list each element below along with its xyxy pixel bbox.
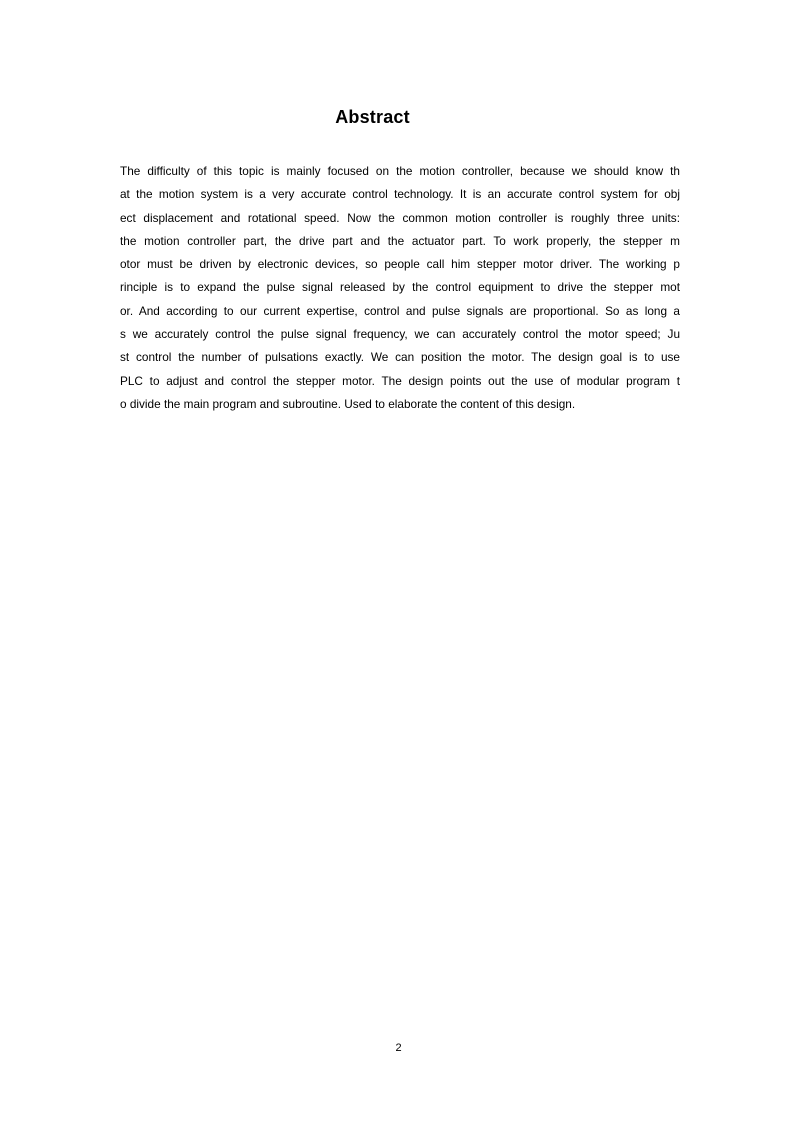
abstract-body — [120, 160, 680, 416]
abstract-line: The difficulty of this topic is mainly focused on the motion controller, because we should know th — [120, 164, 680, 178]
abstract-line: otor must be driven by electronic devices, so people call him stepper motor driver. The working p — [120, 257, 680, 272]
abstract-line: at the motion system is a very accurate control technology. It is an accurate control system for obj — [120, 187, 680, 202]
abstract-line: st control the number of pulsations exactly. We can position the motor. The design goal is to use — [120, 350, 680, 365]
abstract-line: rinciple is to expand the pulse signal released by the control equipment to drive the stepper mot — [120, 280, 680, 295]
abstract-line: s we accurately control the pulse signal frequency, we can accurately control the motor speed; Ju — [120, 327, 680, 342]
abstract-line: or. And according to our current expertise, control and pulse signals are proportional. So as long a — [120, 303, 680, 318]
abstract-line: o divide the main program and subroutine. Used to elaborate the content of this design. — [120, 396, 576, 411]
abstract-line: ect displacement and rotational speed. Now the common motion controller is roughly three units: — [120, 210, 680, 225]
abstract-line: PLC to adjust and control the stepper motor. The design points out the use of modular program t — [120, 373, 680, 388]
page-number: 2 — [395, 1042, 402, 1054]
abstract-line: the motion controller part, the drive part and the actuator part. To work properly, the stepper m — [120, 233, 680, 248]
abstract-heading: Abstract — [335, 107, 410, 127]
